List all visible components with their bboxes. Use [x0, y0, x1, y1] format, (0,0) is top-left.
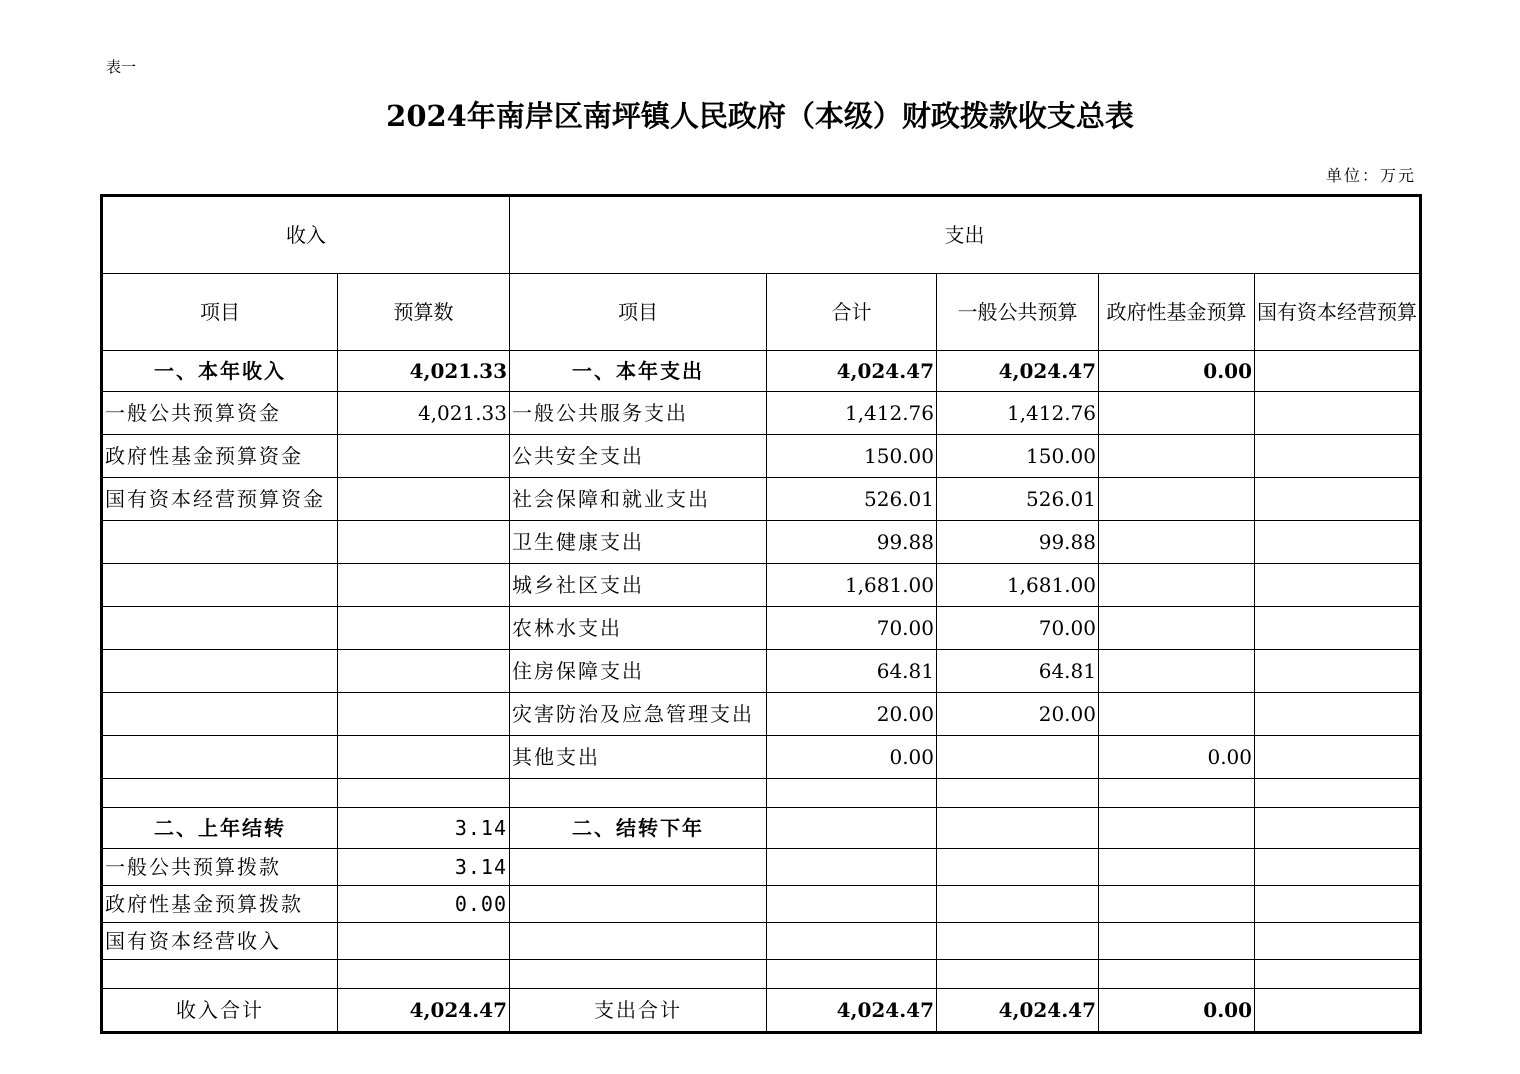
expense-total	[767, 886, 937, 923]
income-item: 政府性基金预算拨款	[103, 886, 338, 923]
col-budget-amount: 预算数	[338, 274, 510, 351]
table-row	[103, 693, 1420, 736]
income-item	[103, 607, 338, 650]
expense-state-capital	[1255, 960, 1420, 989]
table-row	[103, 478, 1420, 521]
table-row	[103, 808, 1420, 849]
table-row	[103, 392, 1420, 435]
table-row	[103, 521, 1420, 564]
income-item	[103, 650, 338, 693]
expense-state-capital	[1255, 923, 1420, 960]
income-item: 政府性基金预算资金	[103, 435, 338, 478]
table-row	[103, 564, 1420, 607]
income-item: 一、本年收入	[103, 351, 338, 392]
expense-general: 526.01	[937, 478, 1099, 521]
expense-header: 支出	[510, 197, 1420, 274]
income-amount	[338, 478, 510, 521]
table-row	[103, 923, 1420, 960]
expense-gov-fund	[1099, 693, 1255, 736]
expense-state-capital	[1255, 650, 1420, 693]
expense-gov-fund: 0.00	[1099, 989, 1255, 1032]
income-amount: 4,021.33	[338, 392, 510, 435]
expense-state-capital	[1255, 693, 1420, 736]
expense-total: 20.00	[767, 693, 937, 736]
expense-total	[767, 849, 937, 886]
table-row-total	[103, 989, 1420, 1032]
income-item: 国有资本经营收入	[103, 923, 338, 960]
income-item: 二、上年结转	[103, 808, 338, 849]
income-item	[103, 693, 338, 736]
table-row	[103, 886, 1420, 923]
expense-state-capital	[1255, 607, 1420, 650]
unit-label: 单位：万元	[1325, 166, 1416, 185]
expense-item: 一般公共服务支出	[510, 392, 767, 435]
col-total: 合计	[767, 274, 937, 351]
income-amount	[338, 960, 510, 989]
expense-item: 一、本年支出	[510, 351, 767, 392]
expense-state-capital	[1255, 989, 1420, 1032]
expense-item: 社会保障和就业支出	[510, 478, 767, 521]
income-item: 国有资本经营预算资金	[103, 478, 338, 521]
expense-item: 其他支出	[510, 736, 767, 779]
expense-general	[937, 960, 1099, 989]
expense-total	[767, 923, 937, 960]
income-amount	[338, 435, 510, 478]
table-row	[103, 435, 1420, 478]
income-amount	[338, 650, 510, 693]
table-row	[103, 960, 1420, 989]
budget-summary-table	[102, 196, 1420, 1032]
expense-gov-fund	[1099, 564, 1255, 607]
income-item	[103, 736, 338, 779]
expense-total	[767, 779, 937, 808]
income-amount	[338, 923, 510, 960]
expense-total: 70.00	[767, 607, 937, 650]
income-item: 一般公共预算拨款	[103, 849, 338, 886]
expense-gov-fund	[1099, 779, 1255, 808]
expense-general: 70.00	[937, 607, 1099, 650]
col-general-budget: 一般公共预算	[937, 274, 1099, 351]
expense-state-capital	[1255, 478, 1420, 521]
expense-state-capital	[1255, 779, 1420, 808]
income-amount	[338, 736, 510, 779]
expense-gov-fund	[1099, 960, 1255, 989]
expense-total: 99.88	[767, 521, 937, 564]
income-header: 收入	[103, 197, 510, 274]
income-amount: 4,021.33	[338, 351, 510, 392]
expense-state-capital	[1255, 849, 1420, 886]
expense-total: 526.01	[767, 478, 937, 521]
expense-state-capital	[1255, 435, 1420, 478]
expense-total: 1,681.00	[767, 564, 937, 607]
expense-state-capital	[1255, 736, 1420, 779]
expense-total	[767, 808, 937, 849]
page-title: 2024年南岸区南坪镇人民政府（本级）财政拨款收支总表	[386, 99, 1134, 133]
expense-gov-fund	[1099, 478, 1255, 521]
expense-general: 64.81	[937, 650, 1099, 693]
table-row	[103, 351, 1420, 392]
table-row	[103, 607, 1420, 650]
expense-item	[510, 849, 767, 886]
page-label: 表一	[106, 58, 137, 76]
expense-general: 99.88	[937, 521, 1099, 564]
expense-gov-fund	[1099, 808, 1255, 849]
expense-item	[510, 923, 767, 960]
expense-general: 1,681.00	[937, 564, 1099, 607]
expense-state-capital	[1255, 886, 1420, 923]
expense-item: 城乡社区支出	[510, 564, 767, 607]
expense-general	[937, 808, 1099, 849]
income-amount	[338, 693, 510, 736]
table-row	[103, 650, 1420, 693]
expense-item: 农林水支出	[510, 607, 767, 650]
income-amount	[338, 521, 510, 564]
expense-general: 20.00	[937, 693, 1099, 736]
income-total-amount: 4,024.47	[338, 989, 510, 1032]
income-item	[103, 564, 338, 607]
income-amount	[338, 607, 510, 650]
income-item	[103, 779, 338, 808]
expense-item: 二、结转下年	[510, 808, 767, 849]
expense-gov-fund	[1099, 521, 1255, 564]
expense-gov-fund	[1099, 392, 1255, 435]
expense-general: 4,024.47	[937, 351, 1099, 392]
expense-total: 1,412.76	[767, 392, 937, 435]
expense-item	[510, 779, 767, 808]
col-expense-item: 项目	[510, 274, 767, 351]
expense-general: 4,024.47	[937, 989, 1099, 1032]
expense-state-capital	[1255, 351, 1420, 392]
expense-gov-fund	[1099, 923, 1255, 960]
table-row	[103, 736, 1420, 779]
expense-total: 64.81	[767, 650, 937, 693]
income-amount: 0.00	[338, 886, 510, 923]
col-state-capital-budget: 国有资本经营预算	[1255, 274, 1420, 351]
expense-total: 0.00	[767, 736, 937, 779]
expense-total: 4,024.47	[767, 989, 937, 1032]
expense-gov-fund	[1099, 886, 1255, 923]
expense-state-capital	[1255, 564, 1420, 607]
expense-state-capital	[1255, 392, 1420, 435]
expense-general: 150.00	[937, 435, 1099, 478]
income-amount	[338, 779, 510, 808]
expense-item: 公共安全支出	[510, 435, 767, 478]
expense-state-capital	[1255, 808, 1420, 849]
expense-general	[937, 923, 1099, 960]
income-total-label: 收入合计	[103, 989, 338, 1032]
expense-gov-fund: 0.00	[1099, 736, 1255, 779]
expense-general	[937, 886, 1099, 923]
table-row	[103, 779, 1420, 808]
expense-item: 住房保障支出	[510, 650, 767, 693]
table-row	[103, 849, 1420, 886]
expense-general	[937, 736, 1099, 779]
expense-total-label: 支出合计	[510, 989, 767, 1032]
expense-total: 4,024.47	[767, 351, 937, 392]
income-amount: 3.14	[338, 849, 510, 886]
income-item	[103, 960, 338, 989]
expense-gov-fund	[1099, 607, 1255, 650]
expense-gov-fund	[1099, 849, 1255, 886]
expense-general: 1,412.76	[937, 392, 1099, 435]
expense-state-capital	[1255, 521, 1420, 564]
expense-gov-fund	[1099, 650, 1255, 693]
col-income-item: 项目	[103, 274, 338, 351]
expense-gov-fund	[1099, 435, 1255, 478]
header-row-1	[103, 197, 1420, 274]
income-amount	[338, 564, 510, 607]
expense-total	[767, 960, 937, 989]
income-amount: 3.14	[338, 808, 510, 849]
expense-item: 灾害防治及应急管理支出	[510, 693, 767, 736]
expense-gov-fund: 0.00	[1099, 351, 1255, 392]
expense-item: 卫生健康支出	[510, 521, 767, 564]
income-item	[103, 521, 338, 564]
col-gov-fund-budget: 政府性基金预算	[1099, 274, 1255, 351]
expense-general	[937, 849, 1099, 886]
expense-item	[510, 886, 767, 923]
expense-item	[510, 960, 767, 989]
expense-general	[937, 779, 1099, 808]
income-item: 一般公共预算资金	[103, 392, 338, 435]
expense-total: 150.00	[767, 435, 937, 478]
header-row-2	[103, 274, 1420, 351]
